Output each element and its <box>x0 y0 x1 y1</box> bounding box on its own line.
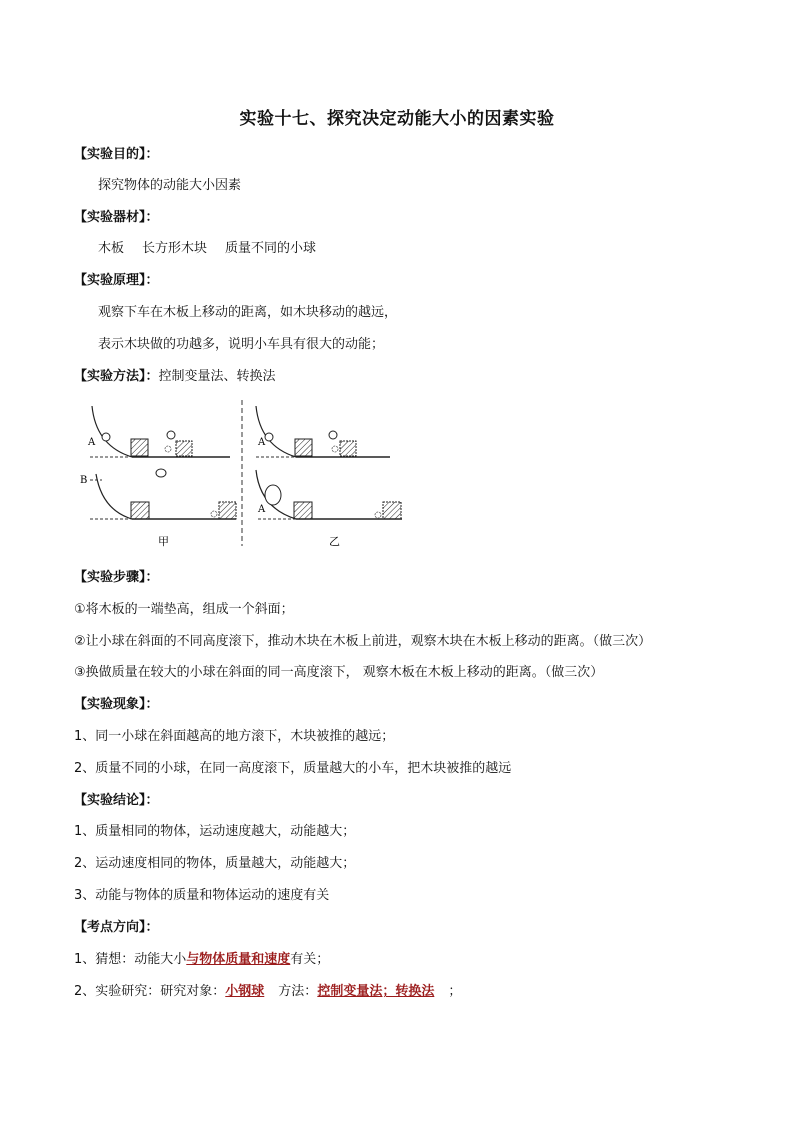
label-a: A <box>258 437 266 448</box>
principle-heading: 【实验原理】： <box>74 273 159 288</box>
yi-top-setup <box>256 406 390 457</box>
wood-block <box>295 439 312 456</box>
jia-bottom-setup <box>80 469 236 519</box>
ramp-curve <box>256 406 296 457</box>
exam-item-2-suffix: ； <box>448 984 462 999</box>
wood-block <box>294 502 312 519</box>
wood-block <box>131 502 149 519</box>
ball-ghost-icon <box>211 511 217 517</box>
exam-item-1-suffix: 有关； <box>290 952 330 967</box>
principle-line: 表示木块做的功越多，说明小车具有很大的动能； <box>98 337 385 352</box>
phenomenon-item: 1、同一小球在斜面越高的地方滚下，木块被推的越远； <box>74 729 395 744</box>
wood-block-moved <box>383 502 401 519</box>
phenomenon-item: 2、质量不同的小球，在同一高度滚下，质量越大的小车，把木块被推的越远 <box>74 761 512 776</box>
exam-heading: 【考点方向】： <box>74 920 159 935</box>
label-b: B <box>80 475 88 486</box>
exam-item-1-prefix: 1、猜想：动能大小 <box>74 952 187 967</box>
caption-jia: 甲 <box>158 535 169 548</box>
exam-item-1-answer: 与物体质量和速度 <box>186 952 291 967</box>
large-ball-icon <box>265 485 281 505</box>
wood-block-moved <box>176 441 192 456</box>
phenomena-heading: 【实验现象】： <box>74 697 159 712</box>
purpose-heading: 【实验目的】： <box>74 147 159 162</box>
jia-top-setup <box>87 406 230 457</box>
equipment-list <box>98 240 316 258</box>
conclusion-item: 1、质量相同的物体，运动速度越大，动能越大； <box>74 824 356 839</box>
ball-icon <box>102 433 110 441</box>
conclusion-heading: 【实验结论】： <box>74 793 159 808</box>
experiment-figure <box>80 398 410 550</box>
ramp-curve <box>92 406 132 457</box>
exam-item-1 <box>74 951 329 969</box>
ramp-curve <box>96 474 132 519</box>
equipment-item: 木板 <box>98 241 125 256</box>
wood-block-moved <box>340 441 356 456</box>
ball-icon <box>329 431 337 439</box>
ball-icon <box>265 433 273 441</box>
exam-item-2-method: 控制变量法；转换法 <box>317 984 435 999</box>
label-a: A <box>88 437 96 448</box>
ball-ghost-icon <box>375 512 381 518</box>
method-line <box>74 368 276 386</box>
method-heading: 【实验方法】： <box>74 369 159 384</box>
yi-bottom-setup <box>256 470 402 519</box>
label-a: A <box>258 504 266 515</box>
exam-item-2 <box>74 983 461 1001</box>
ball-ghost-icon <box>332 446 338 452</box>
exam-item-2-method-label: 方法： <box>278 984 318 999</box>
ball-icon <box>167 431 175 439</box>
principle-line: 观察下车在木板上移动的距离，如木块移动的越远， <box>98 305 398 320</box>
step-item: ②让小球在斜面的不同高度滚下，推动木块在木板上前进，观察木块在木板上移动的距离。（做三次） <box>74 634 652 649</box>
equipment-item: 质量不同的小球 <box>225 241 317 256</box>
wood-block-moved <box>219 502 236 519</box>
conclusion-item: 2、运动速度相同的物体，质量越大，动能越大； <box>74 856 356 871</box>
equipment-item: 长方形木块 <box>142 241 208 256</box>
caption-yi: 乙 <box>329 535 340 548</box>
exam-item-2-prefix: 2、实验研究：研究对象： <box>74 984 226 999</box>
wood-block <box>131 439 148 456</box>
purpose-text: 探究物体的动能大小因素 <box>98 178 242 193</box>
method-text: 控制变量法、转换法 <box>158 369 276 384</box>
conclusion-item: 3、动能与物体的质量和物体运动的速度有关 <box>74 888 330 903</box>
steps-heading: 【实验步骤】： <box>74 570 159 585</box>
step-item: ①将木板的一端垫高，组成一个斜面； <box>74 602 294 617</box>
step-item: ③换做质量在较大的小球在斜面的同一高度滚下， 观察木板在木板上移动的距离。（做三次） <box>74 665 604 680</box>
page-title: 实验十七、探究决定动能大小的因素实验 <box>239 109 555 129</box>
equipment-heading: 【实验器材】： <box>74 210 159 225</box>
ball-icon <box>156 469 166 477</box>
ball-ghost-icon <box>165 446 171 452</box>
exam-item-2-object: 小钢球 <box>225 984 265 999</box>
